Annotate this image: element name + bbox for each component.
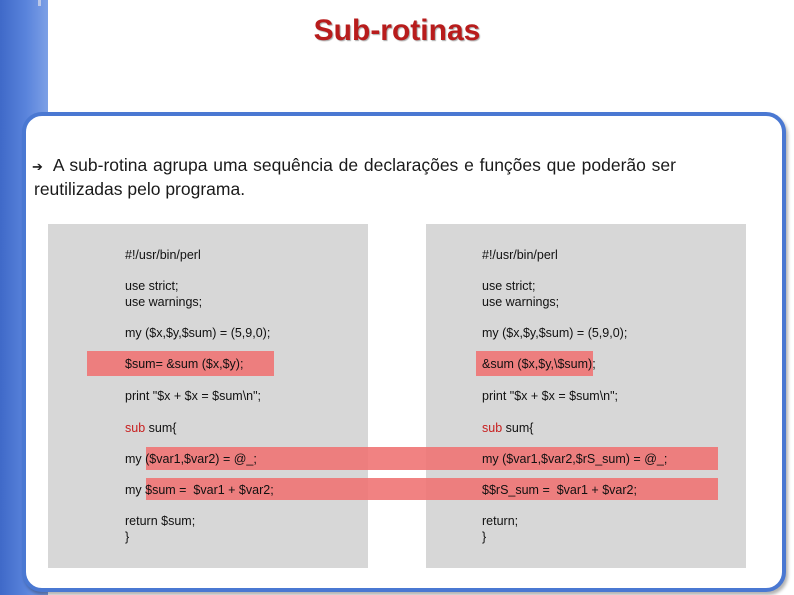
- right-code-call: &sum ($x,$y,\$sum);: [482, 357, 596, 371]
- right-code-sub-keyword: sub: [482, 421, 503, 435]
- left-bar-accent: [38, 0, 41, 6]
- slide-title: Sub-rotinas: [313, 14, 481, 47]
- left-code-sub-name: sum{: [145, 421, 177, 435]
- intro-paragraph: [34, 154, 676, 200]
- left-code-sub-keyword: sub: [125, 421, 146, 435]
- left-code-my-decl: my ($x,$y,$sum) = (5,9,0);: [125, 326, 271, 340]
- right-code-warnings: use warnings;: [482, 295, 560, 309]
- right-code-args: my ($var1,$var2,$rS_sum) = @_;: [482, 452, 668, 466]
- intro-text: A sub-rotina agrupa uma sequência de declarações e funções que poderão ser reutilizadas pelo programa.: [34, 155, 676, 199]
- right-code-close: }: [482, 530, 487, 544]
- left-code-call: [125, 356, 243, 373]
- right-code-shebang: #!/usr/bin/perl: [482, 248, 558, 262]
- right-code-return: return;: [482, 514, 519, 528]
- left-code-assign: my $sum = $var1 + $var2;: [125, 483, 274, 497]
- right-code-print: print "$x + $x = $sum\n";: [482, 389, 619, 403]
- left-code-call-assign: $sum=: [125, 357, 167, 371]
- left-code-return: return $sum;: [125, 514, 196, 528]
- left-code-close: }: [125, 530, 130, 544]
- left-code-call-sub: &sum ($x,$y);: [166, 357, 244, 371]
- left-code-strict: use strict;: [125, 279, 179, 293]
- right-arrow-icon: ➔: [32, 159, 43, 174]
- right-code-strict: use strict;: [482, 279, 536, 293]
- right-code-my-decl: my ($x,$y,$sum) = (5,9,0);: [482, 326, 628, 340]
- left-code-args: my ($var1,$var2) = @_;: [125, 452, 257, 466]
- right-code-assign: $$rS_sum = $var1 + $var2;: [482, 483, 637, 497]
- left-code-print: print "$x + $x = $sum\n";: [125, 389, 262, 403]
- right-code-sub: [482, 420, 533, 437]
- left-code-warnings: use warnings;: [125, 295, 203, 309]
- right-code-sub-name: sum{: [502, 421, 534, 435]
- left-code-shebang: #!/usr/bin/perl: [125, 248, 201, 262]
- left-code-sub: [125, 420, 176, 437]
